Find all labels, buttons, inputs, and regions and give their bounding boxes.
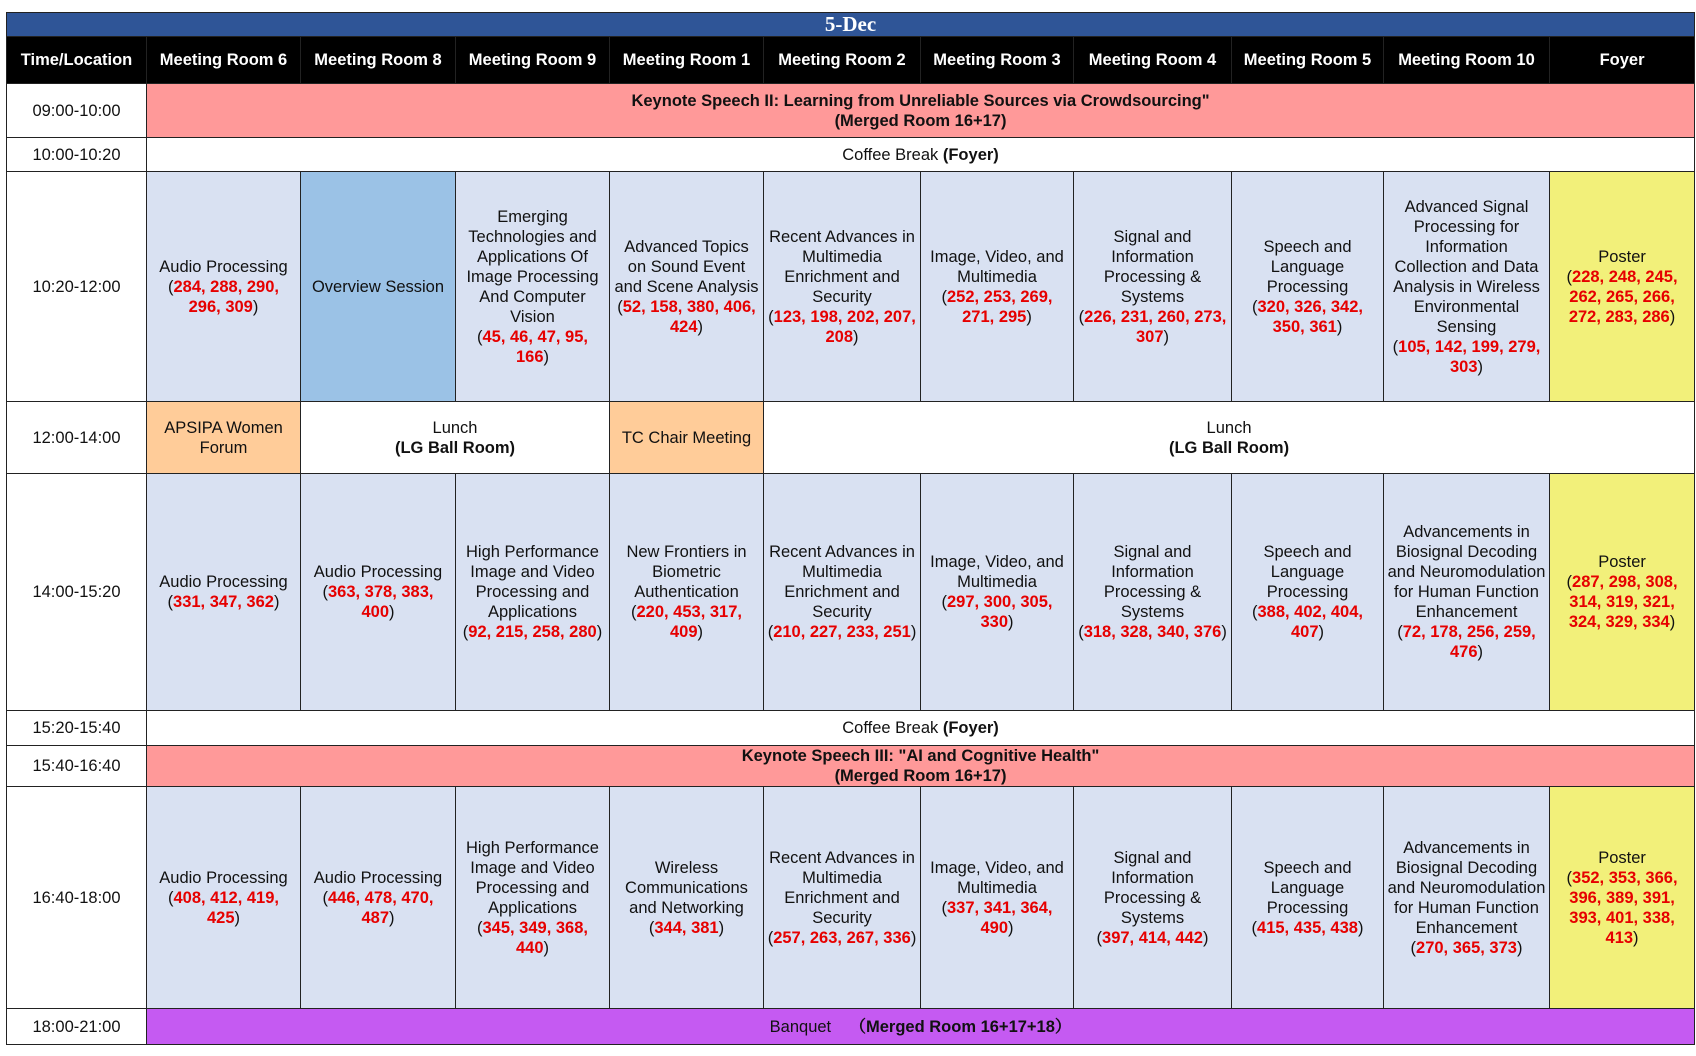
paper-ids: (226, 231, 260, 273, 307) (1078, 307, 1227, 346)
header-meeting-room-5: Meeting Room 5 (1232, 37, 1384, 84)
time-cell: 18:00-21:00 (7, 1009, 147, 1045)
paper-id-list: 331, 347, 362 (173, 593, 274, 611)
session-cell (610, 172, 764, 402)
session-title: Advanced Signal Processing for Information Collection and Data Analysis in Wireless Environmental Sensing (1393, 197, 1540, 336)
paper-id-list: 257, 263, 267, 336 (773, 928, 911, 947)
session-title: Recent Advances in Multimedia Enrichment and Security (769, 543, 915, 621)
header-meeting-room-3: Meeting Room 3 (921, 37, 1074, 84)
paper-id-list: 52, 158, 380, 406, 424 (622, 297, 756, 336)
keynote-3 (147, 746, 1695, 787)
poster-session (1550, 172, 1695, 402)
time-cell: 10:20-12:00 (7, 172, 147, 402)
session-cell (456, 172, 610, 402)
session-cell (147, 474, 301, 711)
session-cell (764, 474, 921, 711)
paper-ids: (257, 263, 267, 336) (767, 928, 917, 947)
session-cell (456, 474, 610, 711)
lunch-location: (LG Ball Room) (1168, 438, 1290, 457)
paper-ids: (331, 347, 362) (167, 593, 280, 611)
session-title: High Performance Image and Video Processing and Applications (466, 838, 599, 917)
header-meeting-room-4: Meeting Room 4 (1074, 37, 1232, 84)
session-title: Poster (1598, 848, 1646, 867)
paper-id-list: 92, 215, 258, 280 (468, 623, 597, 641)
session-title: Advanced Topics on Sound Event and Scene Analysis (614, 237, 759, 296)
paper-id-list: 363, 378, 383, 400 (327, 583, 434, 621)
paper-ids: (388, 402, 404, 407) (1251, 603, 1363, 641)
session-title: Signal and Information Processing & Systems (1103, 227, 1202, 306)
day-title: 5-Dec (7, 13, 1695, 37)
banquet (147, 1009, 1695, 1045)
session-title: Audio Processing (159, 257, 288, 276)
time-cell: 12:00-14:00 (7, 402, 147, 474)
paper-id-list: 318, 328, 340, 376 (1083, 623, 1222, 641)
paper-ids: (228, 248, 245, 262, 265, 266, 272, 283, 286) (1566, 267, 1678, 326)
paper-ids: (287, 298, 308, 314, 319, 321, 324, 329, 334) (1566, 573, 1678, 631)
paper-id-list: 270, 365, 373 (1416, 938, 1517, 957)
coffee-break-2 (147, 711, 1695, 746)
header-meeting-room-8: Meeting Room 8 (301, 37, 456, 84)
paper-id-list: 105, 142, 199, 279, 303 (1398, 337, 1541, 376)
session-cell (1384, 172, 1550, 402)
session-title: Audio Processing (313, 868, 443, 887)
session-cell (1384, 787, 1550, 1009)
paper-ids: (52, 158, 380, 406, 424) (617, 297, 756, 336)
session-cell (921, 172, 1074, 402)
paper-ids: (92, 215, 258, 280) (462, 623, 603, 641)
paper-id-list: 220, 453, 317, 409 (636, 603, 742, 641)
session-title: Audio Processing (159, 573, 288, 591)
paper-id-list: 397, 414, 442 (1102, 928, 1203, 947)
session-title: Recent Advances in Multimedia Enrichment and Security (769, 848, 915, 927)
paper-id-list: 345, 349, 368, 440 (482, 918, 588, 957)
coffee-break-label: Coffee Break (842, 145, 943, 164)
session-cell (921, 474, 1074, 711)
paper-ids: (320, 326, 342, 350, 361) (1251, 297, 1363, 336)
paper-ids: (284, 288, 290, 296, 309) (167, 277, 279, 316)
coffee-break-location: (Foyer) (942, 145, 999, 164)
paper-id-list: 287, 298, 308, 314, 319, 321, 324, 329, 334 (1568, 573, 1678, 631)
paper-id-list: 252, 253, 269, 271, 295 (946, 287, 1053, 326)
session-title: Wireless Communications and Networking (625, 858, 748, 917)
schedule (6, 12, 1694, 1045)
keynote-3-location: (Merged Room 16+17) (834, 767, 1007, 785)
coffee-break-location: (Foyer) (942, 719, 999, 737)
paper-id-list: 320, 326, 342, 350, 361 (1257, 297, 1363, 336)
session-cell (610, 787, 764, 1009)
paper-ids: (415, 435, 438) (1251, 918, 1364, 937)
header-meeting-room-2: Meeting Room 2 (764, 37, 921, 84)
session-cell (147, 172, 301, 402)
keynote-3-title: Keynote Speech III: "AI and Cognitive Health" (741, 747, 1100, 765)
session-cell (764, 172, 921, 402)
paper-ids: (72, 178, 256, 259, 476) (1397, 623, 1536, 661)
lunch-left (301, 402, 610, 474)
session-cell (1384, 474, 1550, 711)
session-title: Image, Video, and Multimedia (930, 247, 1064, 286)
time-cell: 15:20-15:40 (7, 711, 147, 746)
row-1020 (7, 172, 1695, 402)
paper-ids: (45, 46, 47, 95, 166) (476, 327, 588, 366)
header-row (7, 37, 1695, 84)
session-title: Advancements in Biosignal Decoding and Neuromodulation for Human Function Enhancement (1387, 523, 1546, 621)
session-title: Audio Processing (159, 868, 288, 887)
session-title: Overview Session (311, 277, 445, 296)
banquet-label: Banquet (769, 1017, 832, 1036)
lunch-location: (LG Ball Room) (394, 438, 516, 457)
session-title: Recent Advances in Multimedia Enrichment and Security (769, 227, 915, 306)
session-cell (1232, 474, 1384, 711)
banquet-location: （Merged Room 16+17+18） (849, 1017, 1072, 1036)
time-cell: 16:40-18:00 (7, 787, 147, 1009)
paper-id-list: 446, 478, 470, 487 (327, 888, 434, 927)
coffee-break-label: Coffee Break (842, 719, 943, 737)
keynote-2-location: (Merged Room 16+17) (834, 111, 1007, 130)
paper-id-list: 226, 231, 260, 273, 307 (1084, 307, 1227, 346)
poster-session (1550, 787, 1695, 1009)
row-1640 (7, 787, 1695, 1009)
header-foyer: Foyer (1550, 37, 1695, 84)
session-cell (1074, 172, 1232, 402)
paper-ids: (337, 341, 364, 490) (941, 898, 1053, 937)
session-cell (1232, 787, 1384, 1009)
session-title: Advancements in Biosignal Decoding and Neuromodulation for Human Function Enhancement (1387, 838, 1546, 937)
apsipa-women-forum: APSIPA Women Forum (147, 402, 301, 474)
time-cell: 10:00-10:20 (7, 138, 147, 172)
session-title: High Performance Image and Video Processing and Applications (466, 543, 599, 621)
header-meeting-room-1: Meeting Room 1 (610, 37, 764, 84)
row-1200 (7, 402, 1695, 474)
paper-ids: (345, 349, 368, 440) (476, 918, 588, 957)
session-cell (764, 787, 921, 1009)
session-cell (301, 787, 456, 1009)
session-cell (301, 474, 456, 711)
header-meeting-room-9: Meeting Room 9 (456, 37, 610, 84)
session-title: Signal and Information Processing & Systems (1103, 848, 1202, 927)
lunch-label: Lunch (1206, 418, 1252, 437)
session-cell (1074, 787, 1232, 1009)
session-cell (610, 474, 764, 711)
paper-ids: (397, 414, 442) (1096, 928, 1209, 947)
session-cell (1232, 172, 1384, 402)
time-cell: 09:00-10:00 (7, 84, 147, 138)
row-1800 (7, 1009, 1695, 1045)
paper-ids: (352, 353, 366, 396, 389, 391, 393, 401, 338, 413) (1566, 868, 1678, 947)
row-1400 (7, 474, 1695, 711)
time-cell: 15:40-16:40 (7, 746, 147, 787)
paper-id-list: 408, 412, 419, 425 (173, 888, 279, 927)
header-meeting-room-6: Meeting Room 6 (147, 37, 301, 84)
keynote-2-title: Keynote Speech II: Learning from Unreliable Sources via Crowdsourcing" (631, 91, 1210, 110)
paper-ids: (446, 478, 470, 487) (322, 888, 434, 927)
header-time-location: Time/Location (7, 37, 147, 84)
paper-ids: (123, 198, 202, 207, 208) (768, 307, 916, 346)
paper-id-list: 284, 288, 290, 296, 309 (173, 277, 279, 316)
session-cell (456, 787, 610, 1009)
session-title: Image, Video, and Multimedia (930, 858, 1064, 897)
paper-id-list: 123, 198, 202, 207, 208 (773, 307, 916, 346)
paper-id-list: 415, 435, 438 (1257, 918, 1358, 937)
session-title: Audio Processing (313, 563, 443, 581)
tc-chair-meeting: TC Chair Meeting (610, 402, 764, 474)
coffee-break-1 (147, 138, 1695, 172)
row-1000 (7, 138, 1695, 172)
paper-id-list: 297, 300, 305, 330 (946, 593, 1053, 631)
session-title: Image, Video, and Multimedia (930, 553, 1064, 591)
session-cell (921, 787, 1074, 1009)
paper-ids: (270, 365, 373) (1410, 938, 1523, 957)
paper-ids: (297, 300, 305, 330) (941, 593, 1053, 631)
paper-ids: (252, 253, 269, 271, 295) (941, 287, 1053, 326)
paper-ids: (210, 227, 233, 251) (767, 623, 917, 641)
session-title: Poster (1598, 553, 1646, 571)
paper-id-list: 337, 341, 364, 490 (946, 898, 1053, 937)
session-title: Emerging Technologies and Applications Of Image Processing And Computer Vision (466, 207, 599, 326)
session-title: New Frontiers in Biometric Authentication (626, 543, 747, 601)
poster-session (1550, 474, 1695, 711)
paper-ids: (105, 142, 199, 279, 303) (1392, 337, 1541, 376)
paper-id-list: 344, 381 (654, 918, 719, 937)
paper-id-list: 388, 402, 404, 407 (1257, 603, 1363, 641)
row-1540 (7, 746, 1695, 787)
paper-ids: (344, 381) (648, 918, 725, 937)
session-title: Poster (1598, 247, 1646, 266)
session-title: Speech and Language Processing (1263, 543, 1352, 601)
session-title: Speech and Language Processing (1263, 237, 1352, 296)
paper-ids: (318, 328, 340, 376) (1078, 623, 1227, 641)
keynote-2 (147, 84, 1695, 138)
paper-id-list: 72, 178, 256, 259, 476 (1402, 623, 1536, 661)
paper-id-list: 352, 353, 366, 396, 389, 391, 393, 401, 338, 413 (1569, 868, 1678, 947)
paper-ids: (408, 412, 419, 425) (167, 888, 279, 927)
header-meeting-room-10: Meeting Room 10 (1384, 37, 1550, 84)
paper-id-list: 228, 248, 245, 262, 265, 266, 272, 283, 286 (1568, 267, 1678, 326)
session-cell (1074, 474, 1232, 711)
row-0900 (7, 84, 1695, 138)
session-title: Signal and Information Processing & Systems (1103, 543, 1202, 621)
paper-id-list: 210, 227, 233, 251 (773, 623, 911, 641)
session-cell (301, 172, 456, 402)
paper-ids: (363, 378, 383, 400) (322, 583, 434, 621)
session-title: Speech and Language Processing (1263, 858, 1352, 917)
lunch-label: Lunch (432, 418, 478, 437)
paper-ids: (220, 453, 317, 409) (630, 603, 742, 641)
lunch-right (764, 402, 1695, 474)
time-cell: 14:00-15:20 (7, 474, 147, 711)
session-cell (147, 787, 301, 1009)
schedule-table (6, 12, 1695, 1045)
paper-id-list: 45, 46, 47, 95, 166 (482, 327, 588, 366)
row-1520 (7, 711, 1695, 746)
title-row (7, 13, 1695, 37)
